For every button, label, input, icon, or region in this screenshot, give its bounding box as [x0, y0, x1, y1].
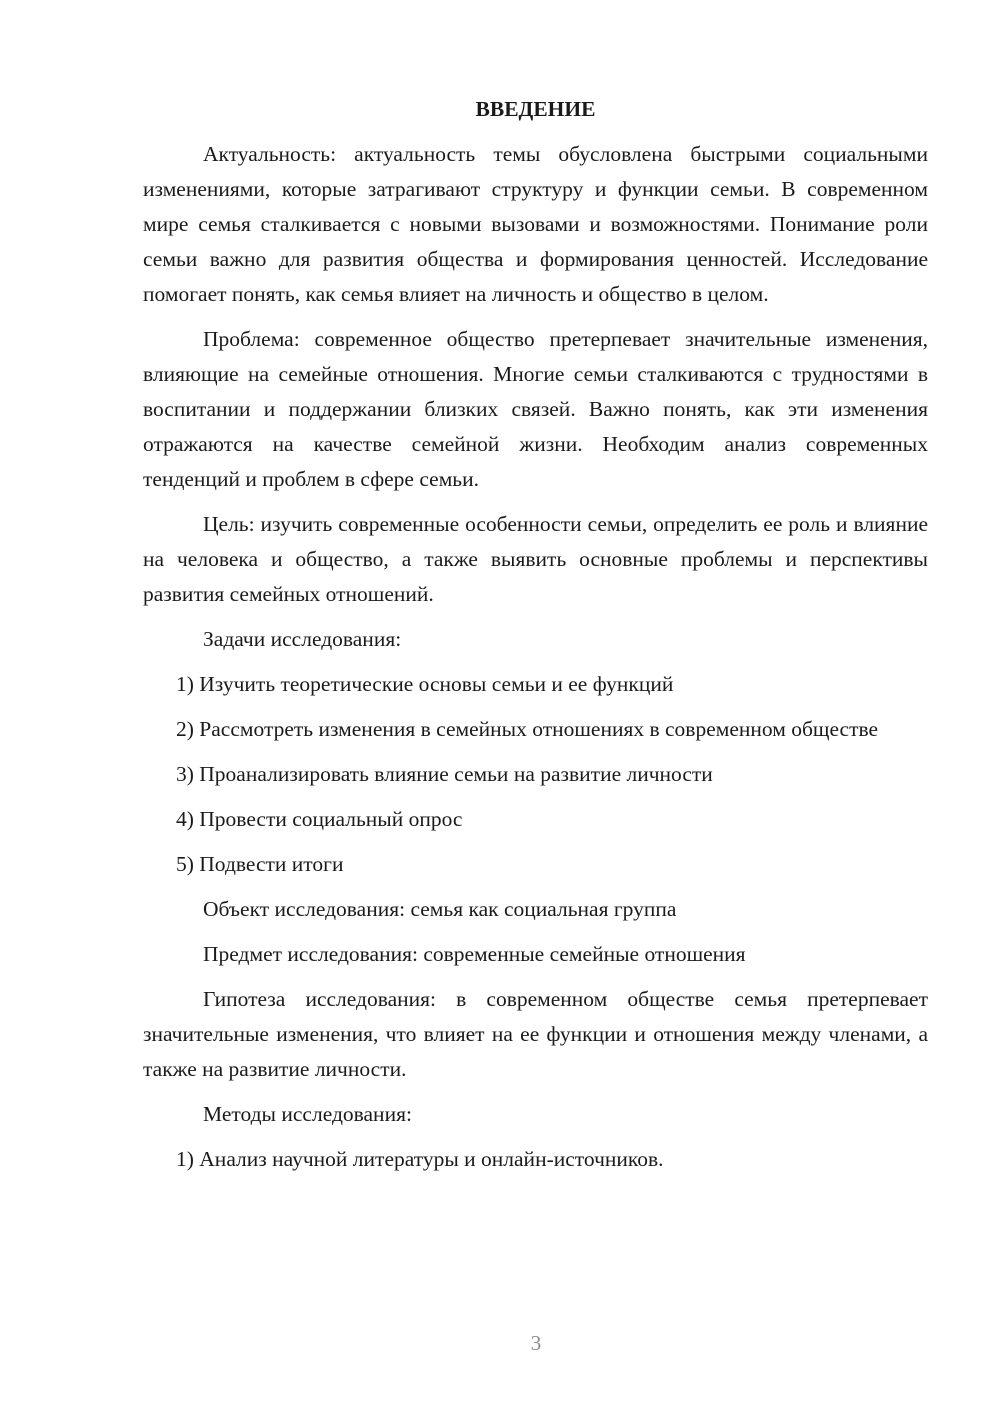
page-title: ВВЕДЕНИЕ — [475, 97, 596, 121]
page-number: 3 — [530, 1331, 542, 1355]
method-item: 1) Анализ научной литературы и онлайн-источников. — [176, 1147, 664, 1171]
tasks-heading: Задачи исследования: — [203, 627, 402, 651]
task-item: 4) Провести социальный опрос — [176, 807, 463, 831]
task-item: 1) Изучить теоретические основы семьи и ее функций — [176, 672, 674, 696]
task-item: 5) Подвести итоги — [176, 852, 344, 876]
task-item: 2) Рассмотреть изменения в семейных отношениях в современном обществе — [176, 717, 879, 741]
hypothesis-paragraph: Гипотеза исследования: в современном обществе семья претерпевает значительные изменения, что влияет на ее функции и отношения между членами, а также на развитие личности. — [143, 987, 928, 1081]
relevance-paragraph: Актуальность: актуальность темы обусловлена быстрыми социальными изменениями, которые затрагивают структуру и функции семьи. В современном мире семья сталкивается с новыми вызовами и возможностями. Понимание роли семьи важно для развития общества и формирования ценностей. Исследование помогает понять, как семья влияет на личность и общество в целом. — [143, 142, 928, 306]
goal-paragraph: Цель: изучить современные особенности семьи, определить ее роль и влияние на человека и общество, а также выявить основные проблемы и перспективы развития семейных отношений. — [143, 512, 928, 606]
task-item: 3) Проанализировать влияние семьи на развитие личности — [176, 762, 713, 786]
methods-heading: Методы исследования: — [203, 1102, 412, 1126]
research-object: Объект исследования: семья как социальная группа — [203, 897, 677, 921]
problem-paragraph: Проблема: современное общество претерпевает значительные изменения, влияющие на семейные отношения. Многие семьи сталкиваются с трудностями в воспитании и поддержании близких связей. Важно понять, как эти изменения отражаются на качестве семейной жизни. Необходим анализ современных тенденций и проблем в сфере семьи. — [143, 327, 928, 491]
document-page — [143, 92, 928, 1187]
research-subject: Предмет исследования: современные семейные отношения — [203, 942, 746, 966]
